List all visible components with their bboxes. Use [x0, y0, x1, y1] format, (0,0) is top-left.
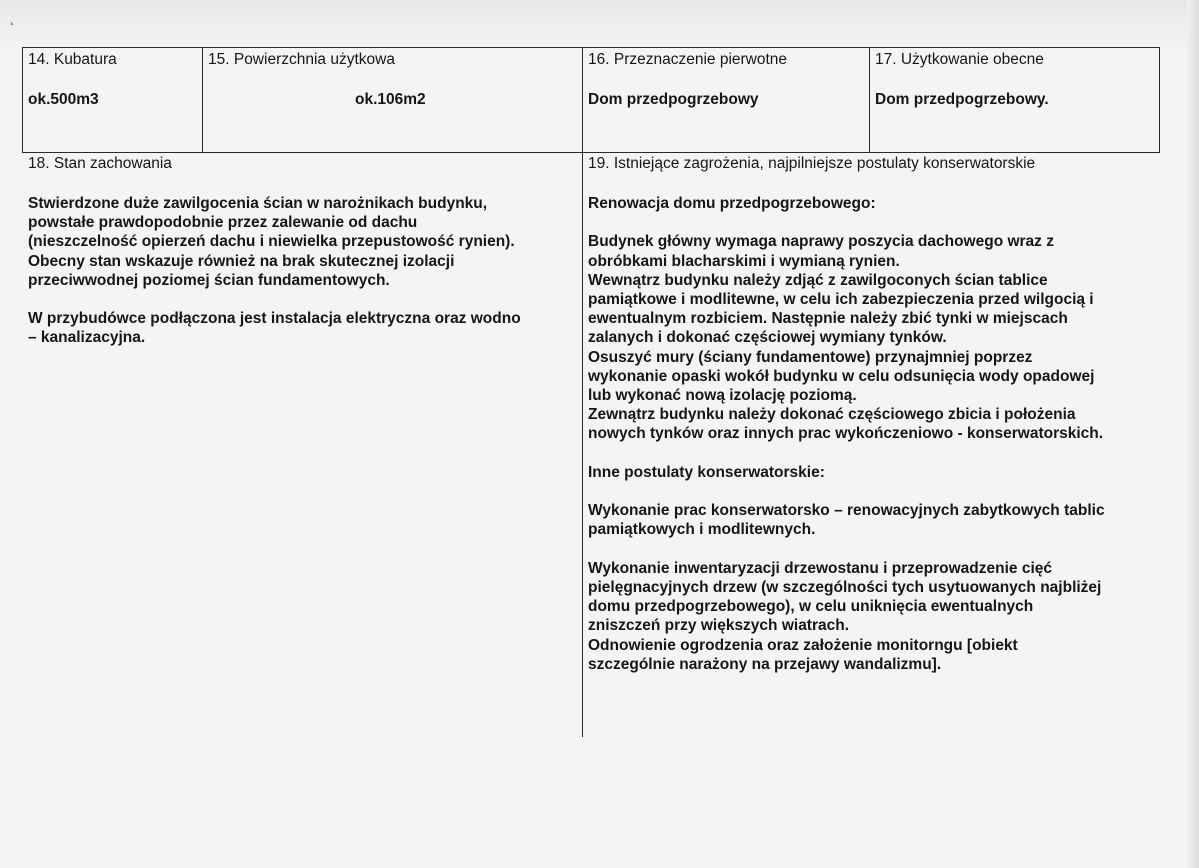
- text-line: zniszczeń przy większych wiatrach.: [588, 617, 850, 635]
- przeznaczenie-label: 16. Przeznaczenie pierwotne: [588, 51, 788, 68]
- przeznaczenie-value: Dom przedpogrzebowy: [588, 91, 759, 108]
- blank-line: [588, 213, 1105, 232]
- kubatura-value: ok.500m3: [28, 91, 99, 108]
- stan-text: [28, 194, 521, 348]
- text-line: ewentualnym rozbiciem. Następnie należy zbić tynki w miejscach: [588, 310, 1068, 328]
- text-line: pamiątkowych i modlitewnych.: [588, 521, 816, 539]
- text-line: Wykonanie prac konserwatorsko – renowacyjnych zabytkowych tablic: [588, 502, 1105, 520]
- text-line: Renowacja domu przedpogrzebowego:: [588, 195, 876, 212]
- text-line: nowych tynków oraz innych prac wykończeniowo - konserwatorskich.: [588, 425, 1104, 443]
- zagrozenia-label: 19. Istniejące zagrożenia, najpilniejsze postulaty konserwatorskie: [588, 155, 1036, 172]
- table-right-border: [1159, 47, 1160, 153]
- column-divider: [582, 47, 583, 737]
- text-line: obróbkami blacharskimi i wymianą rynien.: [588, 252, 900, 270]
- uzytkowanie-label: 17. Użytkowanie obecne: [875, 51, 1044, 68]
- powierzchnia-label: 15. Powierzchnia użytkowa: [208, 51, 395, 68]
- text-line: (nieszczelność opierzeń dachu i niewielka przepustowość rynien).: [28, 233, 515, 251]
- zagrozenia-text: [588, 194, 1105, 674]
- row-divider: [22, 152, 1160, 153]
- scan-top-band: [0, 0, 1199, 48]
- text-line: zalanych i dokonać częściowej wymiany tynków.: [588, 329, 947, 347]
- column-divider: [22, 47, 23, 153]
- text-line: Osuszyć mury (ściany fundamentowe) przynajmniej poprzez: [588, 348, 1033, 366]
- text-line: przeciwwodnej poziomej ścian fundamentowych.: [28, 271, 390, 289]
- blank-line: [588, 444, 1105, 463]
- column-divider: [869, 47, 870, 153]
- blank-line: [588, 482, 1105, 501]
- text-line: lub wykonać nową izolację poziomą.: [588, 387, 857, 405]
- text-line: powstałe prawdopodobnie przez zalewanie od dachu: [28, 214, 418, 232]
- scan-dot: ▪: [10, 19, 14, 30]
- uzytkowanie-value: Dom przedpogrzebowy.: [875, 91, 1049, 108]
- text-line: W przybudówce podłączona jest instalacja elektryczna oraz wodno: [28, 310, 521, 328]
- text-line: Obecny stan wskazuje również na brak skutecznej izolacji: [28, 252, 455, 270]
- text-line: Inne postulaty konserwatorskie:: [588, 463, 825, 481]
- stan-label: 18. Stan zachowania: [28, 155, 172, 172]
- powierzchnia-value: ok.106m2: [355, 91, 426, 108]
- scan-right-edge: [1187, 0, 1199, 868]
- text-line: Wewnątrz budynku należy zdjąć z zawilgoconych ścian tablice: [588, 271, 1048, 289]
- text-line: wykonanie opaski wokół budynku w celu odsunięcia wody opadowej: [588, 367, 1095, 385]
- text-line: Odnowienie ogrodzenia oraz założenie monitorngu [obiekt: [588, 636, 1018, 654]
- text-line: pamiątkowe i modlitewne, w celu ich zabezpieczenia przed wilgocią i: [588, 291, 1094, 308]
- text-line: Stwierdzone duże zawilgocenia ścian w narożnikach budynku,: [28, 195, 488, 212]
- text-line: pielęgnacyjnych drzew (w szczególności tych usytuowanych najbliżej: [588, 579, 1102, 596]
- column-divider: [202, 47, 203, 153]
- blank-line: [588, 540, 1105, 559]
- text-line: Zewnątrz budynku należy dokonać częściowego zbicia i położenia: [588, 406, 1076, 424]
- text-line: – kanalizacyjna.: [28, 329, 146, 347]
- text-line: szczególnie narażony na przejawy wandalizmu].: [588, 655, 942, 673]
- kubatura-label: 14. Kubatura: [28, 51, 117, 68]
- text-line: Budynek główny wymaga naprawy poszycia dachowego wraz z: [588, 233, 1054, 251]
- text-line: domu przedpogrzebowego), w celu uniknięcia ewentualnych: [588, 598, 1034, 616]
- blank-line: [28, 290, 521, 309]
- text-line: Wykonanie inwentaryzacji drzewostanu i przeprowadzenie cięć: [588, 559, 1052, 577]
- table-top-border: [22, 47, 1160, 48]
